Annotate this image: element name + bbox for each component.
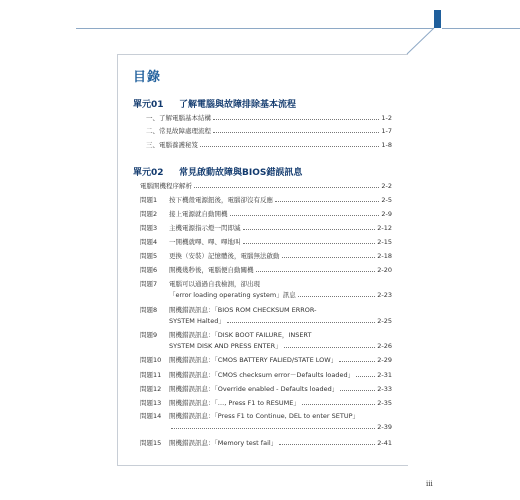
- dot-leader: [340, 390, 375, 391]
- dot-leader: [171, 428, 375, 429]
- entry-text: 開機錯誤訊息：「BIOS ROM CHECKSUM ERROR-: [169, 306, 317, 314]
- dot-leader: [243, 243, 376, 244]
- toc-entry[interactable]: [140, 238, 392, 246]
- entry-text: SYSTEM Halted」: [169, 317, 225, 325]
- entry-text: 開機錯誤訊息：「Memory test fail」: [169, 439, 278, 447]
- toc-entry[interactable]: [140, 196, 392, 204]
- question-number: 問題15: [140, 439, 162, 447]
- entry-text: 開機錯誤訊息：「Press F1 to Continue, DEL to enter SETUP」: [169, 412, 359, 420]
- entry-text: 一、了解電腦基本結構: [146, 114, 211, 122]
- entry-text: 更換（安裝）記憶體後，電腦無法啟動: [169, 252, 280, 260]
- toc-entry[interactable]: [140, 266, 392, 274]
- dot-leader: [213, 119, 379, 120]
- unit-number: 單元01: [133, 100, 164, 110]
- entry-page: 1-2: [381, 114, 392, 122]
- dot-leader: [302, 404, 375, 405]
- question-number: 問題7: [140, 280, 158, 288]
- toc-entry-continuation[interactable]: [169, 342, 392, 350]
- entry-page: 1-8: [381, 141, 392, 149]
- corner-bar: [434, 10, 441, 28]
- entry-page: 2-23: [377, 291, 392, 299]
- dot-leader: [213, 132, 379, 133]
- entry-page: 2-5: [381, 196, 392, 204]
- question-number: 問題1: [140, 196, 158, 204]
- unit-01-heading: [133, 97, 296, 110]
- toc-entry[interactable]: [140, 331, 392, 339]
- entry-page: 2-41: [377, 439, 392, 447]
- toc-entry-continuation[interactable]: [169, 423, 392, 431]
- question-number: 問題11: [140, 371, 162, 379]
- entry-text: SYSTEM DISK AND PRESS ENTER」: [169, 342, 282, 350]
- entry-page: 2-9: [381, 210, 392, 218]
- question-number: 問題2: [140, 210, 158, 218]
- question-number: 問題12: [140, 385, 162, 393]
- dot-leader: [230, 215, 380, 216]
- question-number: 問題6: [140, 266, 158, 274]
- toc-entry[interactable]: [140, 280, 392, 288]
- toc-entry[interactable]: [140, 399, 392, 407]
- entry-text: 二、常見故障處理流程: [146, 127, 211, 135]
- entry-page: 2-15: [377, 238, 392, 246]
- entry-text: 開機錯誤訊息：「…, Press F1 to RESUME」: [169, 399, 300, 407]
- question-number: 問題8: [140, 306, 158, 314]
- entry-page: 2-39: [377, 423, 392, 431]
- question-number: 問題3: [140, 224, 158, 232]
- question-number: 問題14: [140, 412, 162, 420]
- entry-page: 2-18: [377, 252, 392, 260]
- question-number: 問題4: [140, 238, 158, 246]
- page-title: 目錄: [133, 70, 162, 85]
- toc-entry[interactable]: [140, 385, 392, 393]
- toc-entry[interactable]: [140, 412, 392, 420]
- dot-leader: [200, 146, 379, 147]
- toc-entry[interactable]: [146, 141, 392, 149]
- question-number: 問題13: [140, 399, 162, 407]
- entry-text: 主機電源指示燈一閃即滅: [169, 224, 241, 232]
- toc-entry[interactable]: [140, 439, 392, 447]
- entry-text: 一開機就嗶、嗶、嗶地叫: [169, 238, 241, 246]
- toc-entry[interactable]: [146, 127, 392, 135]
- entry-text: 開機錯誤訊息：「DISK BOOT FAILURE，INSERT: [169, 331, 312, 339]
- entry-page: 2-35: [377, 399, 392, 407]
- dot-leader: [194, 187, 379, 188]
- toc-entry[interactable]: [140, 182, 392, 190]
- unit-number: 單元02: [133, 168, 164, 178]
- unit-title: 了解電腦與故障排除基本流程: [179, 100, 297, 110]
- dot-leader: [279, 444, 375, 445]
- entry-page: 2-25: [377, 317, 392, 325]
- toc-entry-continuation[interactable]: [169, 317, 392, 325]
- question-number: 問題5: [140, 252, 158, 260]
- dot-leader: [282, 257, 376, 258]
- entry-page: 1-7: [381, 127, 392, 135]
- header-rule-right: [442, 28, 520, 29]
- entry-page: 2-33: [377, 385, 392, 393]
- header-rule: [76, 28, 434, 29]
- unit-02-heading: [133, 165, 302, 178]
- entry-page: 2-31: [377, 371, 392, 379]
- page-number: iii: [426, 480, 433, 488]
- question-number: 問題9: [140, 331, 158, 339]
- toc-entry[interactable]: [140, 224, 392, 232]
- question-number: 問題10: [140, 356, 162, 364]
- dot-leader: [339, 361, 375, 362]
- entry-text: 開機錯誤訊息：「CMOS checksum error－Defaults loaded」: [169, 371, 355, 379]
- entry-text: 開機錯誤訊息：「CMOS BATTERY FALIED/STATE LOW」: [169, 356, 338, 364]
- dot-leader: [356, 376, 375, 377]
- dot-leader: [256, 271, 376, 272]
- entry-text: 電腦開機程序解析: [140, 182, 192, 190]
- entry-text: 按下機殼電源鈕後，電腦卻沒有反應: [169, 196, 273, 204]
- entry-text: 三、電腦養護秘笈: [146, 141, 198, 149]
- toc-entry[interactable]: [146, 114, 392, 122]
- entry-page: 2-26: [377, 342, 392, 350]
- entry-text: 開機幾秒後，電腦便自動關機: [169, 266, 254, 274]
- entry-text: 開機錯誤訊息：「Override enabled - Defaults loaded」: [169, 385, 339, 393]
- dot-leader: [298, 296, 376, 297]
- dot-leader: [243, 229, 376, 230]
- unit-title: 常見啟動故障與BIOS錯誤訊息: [179, 168, 303, 178]
- entry-text: 「error loading operating system」訊息: [169, 291, 296, 299]
- entry-page: 2-20: [377, 266, 392, 274]
- toc-entry[interactable]: [140, 371, 392, 379]
- toc-entry[interactable]: [140, 356, 392, 364]
- toc-entry[interactable]: [140, 306, 392, 314]
- toc-entry-continuation[interactable]: [169, 291, 392, 299]
- entry-page: 2-2: [381, 182, 392, 190]
- dot-leader: [227, 322, 375, 323]
- toc-entry[interactable]: [140, 210, 392, 218]
- toc-entry[interactable]: [140, 252, 392, 260]
- entry-page: 2-29: [377, 356, 392, 364]
- entry-text: 接上電源就自動開機: [169, 210, 228, 218]
- dot-leader: [275, 201, 379, 202]
- entry-text: 電腦可以通過自我檢測，卻出現: [169, 280, 260, 288]
- entry-page: 2-12: [377, 224, 392, 232]
- dot-leader: [284, 347, 376, 348]
